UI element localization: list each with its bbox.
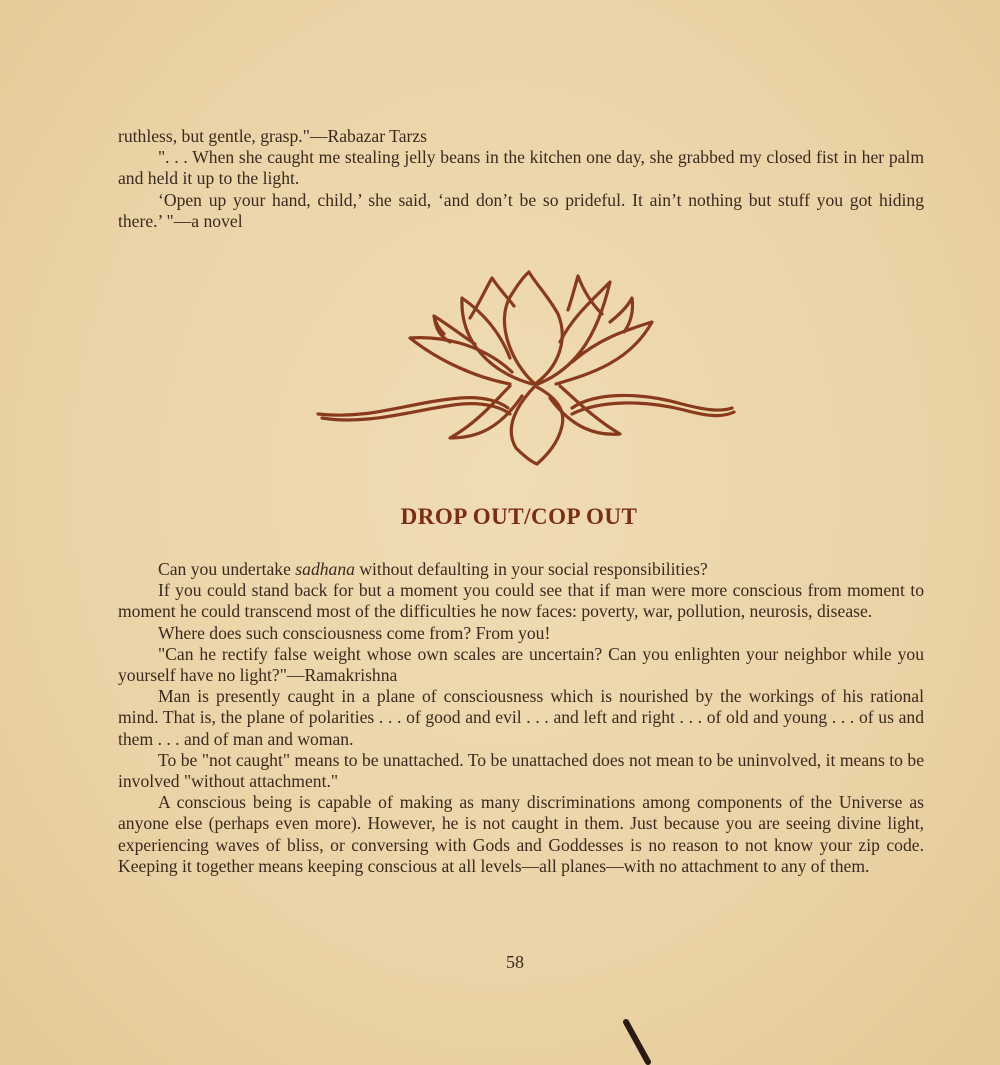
section-body	[118, 559, 924, 877]
lotus-flower-icon	[310, 262, 740, 467]
page-number: 58	[506, 952, 524, 972]
continued-quote-block	[118, 126, 924, 232]
paragraph: To be "not caught" means to be unattached. To be unattached does not mean to be uninvolved, it means to be involved "without attachment."	[118, 749, 924, 792]
paragraph: If you could stand back for but a moment you could see that if man were more conscious from moment to moment he could transcend most of the difficulties he now faces: poverty, war, pollution, neurosis, disease.	[118, 580, 924, 622]
ink-mark-icon	[618, 1018, 658, 1065]
section-heading: DROP OUT/COP OUT	[400, 504, 638, 529]
text-span: Can you undertake	[158, 559, 296, 579]
paragraph	[118, 559, 924, 580]
paragraph: ‘Open up your hand, child,’ she said, ‘and don’t be so prideful. It ain’t nothing but stuff you got hiding there.’ "—a novel	[118, 189, 924, 231]
paragraph: Where does such consciousness come from? From you!	[158, 622, 551, 643]
paragraph: A conscious being is capable of making as many discriminations among components of the Universe as anyone else (perhaps even more). However, he is not caught in them. Just because you are seeing divine light, experiencing waves of bliss, or conversing with Gods and Goddesses is no reason to not know your zip code. Keeping it together means keeping conscious at all levels—all planes—with no attachment to any of them.	[118, 792, 924, 876]
italic-term: sadhana	[295, 559, 355, 579]
text-span: without defaulting in your social responsibilities?	[354, 559, 708, 579]
quote-attribution-line: ruthless, but gentle, grasp."—Rabazar Tarzs	[118, 126, 428, 146]
paragraph: Man is presently caught in a plane of consciousness which is nourished by the workings of his rational mind. That is, the plane of polarities . . . of good and evil . . . and left and right . . . of old and young . . . of us and them . . . and of man and woman.	[118, 686, 924, 749]
paragraph: "Can he rectify false weight whose own scales are uncertain? Can you enlighten your neighbor while you yourself have no light?"—Ramakrishna	[118, 643, 924, 686]
paragraph: ". . . When she caught me stealing jelly beans in the kitchen one day, she grabbed my closed fist in her palm and held it up to the light.	[118, 147, 924, 189]
